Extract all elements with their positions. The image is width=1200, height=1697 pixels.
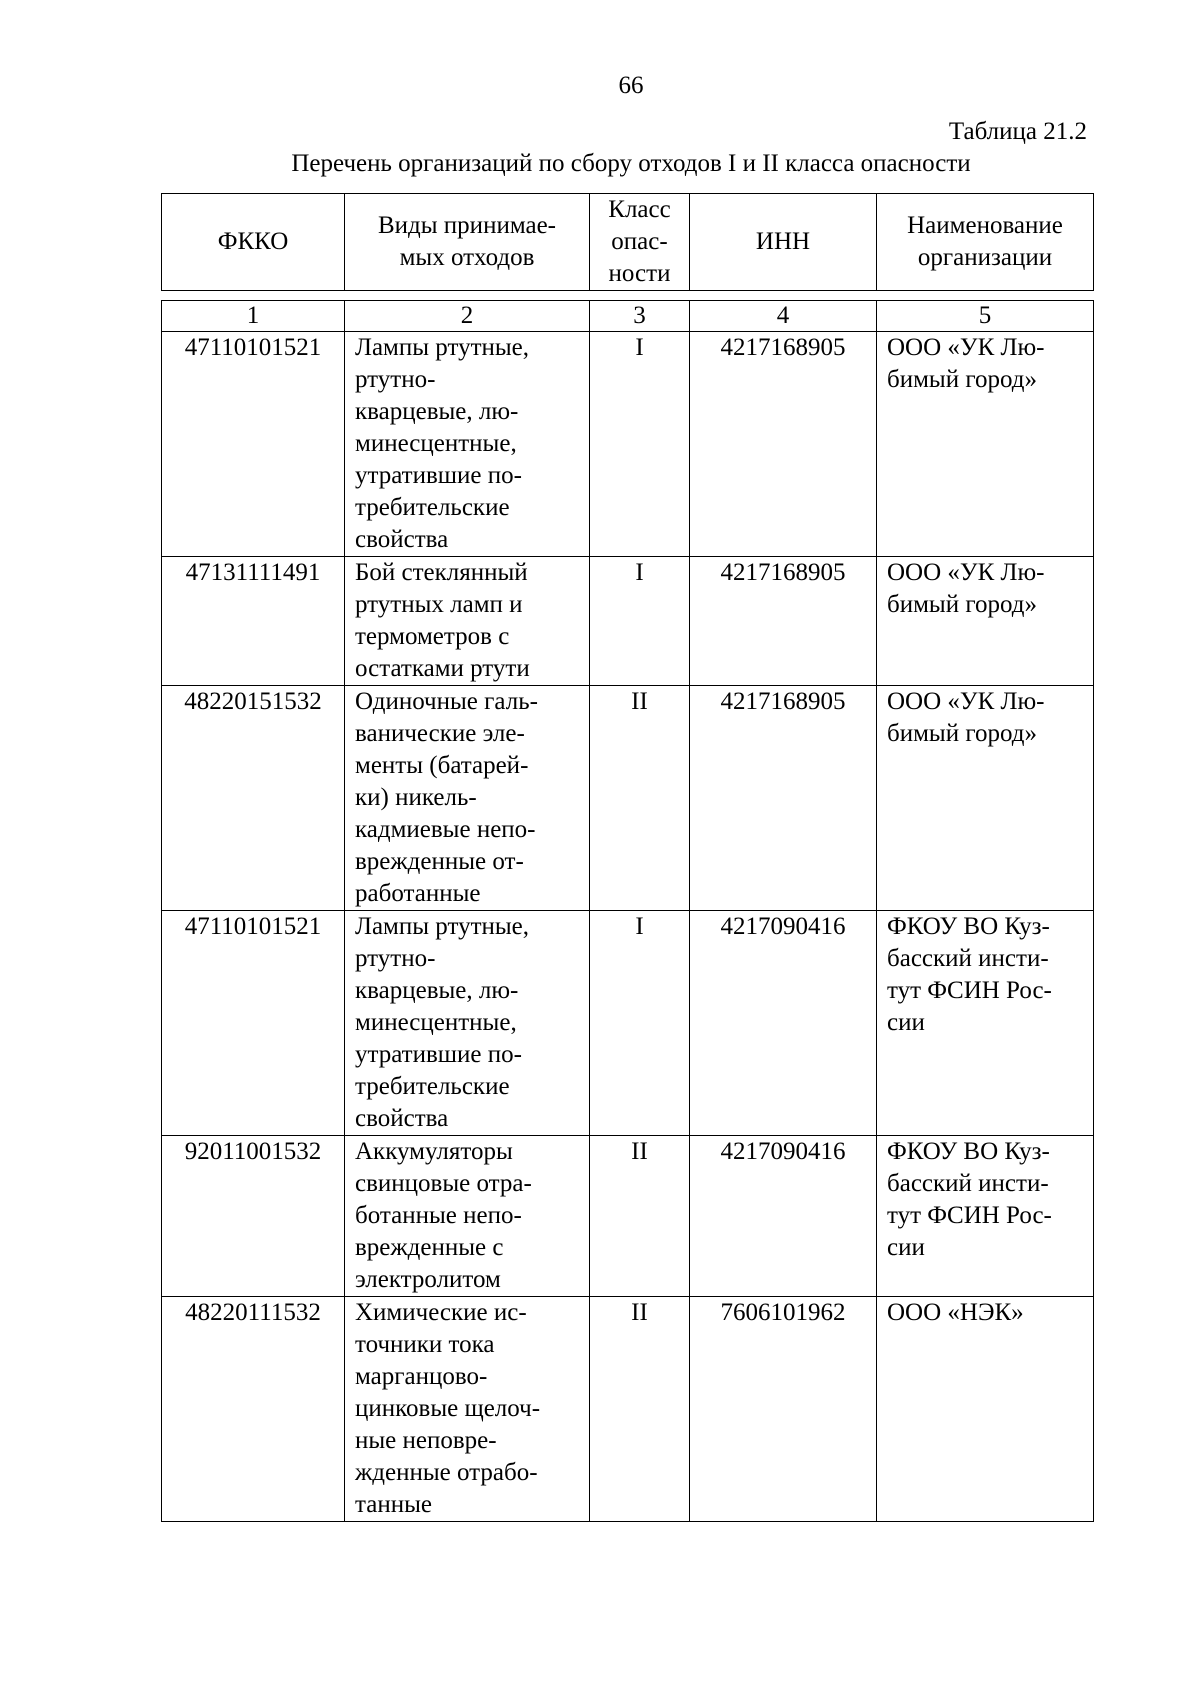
fkko-code: 47110101521 [162,332,345,557]
hazard-class: I [590,332,690,557]
inn: 4217090416 [690,911,877,1136]
header-hazard-class: Класс опас- ности [590,194,690,291]
header-fkko: ФККО [162,194,345,291]
waste-type: Лампы ртутные, ртутно- кварцевые, лю- минесцентные, утратившие по- требительские свойства [345,911,590,1136]
fkko-code: 47110101521 [162,911,345,1136]
hazard-class: II [590,1297,690,1522]
data-table [161,300,1094,1522]
fkko-code: 48220151532 [162,686,345,911]
table-row [162,1297,1094,1522]
hazard-class: I [590,911,690,1136]
waste-type: Химические ис- точники тока марганцово- цинковые щелоч- ные неповре- жденные отрабо- танные [345,1297,590,1522]
inn: 7606101962 [690,1297,877,1522]
table-row [162,332,1094,557]
header-inn: ИНН [690,194,877,291]
hazard-class: I [590,557,690,686]
inn: 4217168905 [690,686,877,911]
fkko-code: 48220111532 [162,1297,345,1522]
column-number: 2 [345,301,590,332]
column-number: 5 [877,301,1094,332]
inn: 4217168905 [690,557,877,686]
organization-name: ФКОУ ВО Куз- басский инсти- тут ФСИН Рос- сии [877,1136,1094,1297]
column-number-row [162,301,1094,332]
column-number: 3 [590,301,690,332]
waste-type: Аккумуляторы свинцовые отра- ботанные непо- врежденные с электролитом [345,1136,590,1297]
hazard-class: II [590,1136,690,1297]
page-number: 66 [618,72,644,99]
fkko-code: 47131111491 [162,557,345,686]
header-waste-types: Виды принимае- мых отходов [345,194,590,291]
column-number: 1 [162,301,345,332]
table-row [162,1136,1094,1297]
organization-name: ФКОУ ВО Куз- басский инсти- тут ФСИН Рос- сии [877,911,1094,1136]
hazard-class: II [590,686,690,911]
waste-type: Бой стеклянный ртутных ламп и термометров с остатками ртути [345,557,590,686]
table-header [161,193,1094,291]
organization-name: ООО «НЭК» [877,1297,1094,1522]
fkko-code: 92011001532 [162,1136,345,1297]
inn: 4217090416 [690,1136,877,1297]
column-number: 4 [690,301,877,332]
waste-type: Лампы ртутные, ртутно- кварцевые, лю- минесцентные, утратившие по- требительские свойства [345,332,590,557]
organization-name: ООО «УК Лю- бимый город» [877,686,1094,911]
header-org-name: Наименование организации [877,194,1094,291]
table-label: Таблица 21.2 [948,118,1087,145]
table-row [162,686,1094,911]
table-row [162,557,1094,686]
table-title: Перечень организаций по сбору отходов I и II класса опасности [291,150,971,177]
table-row [162,911,1094,1136]
header-row [162,194,1094,291]
organization-name: ООО «УК Лю- бимый город» [877,557,1094,686]
inn: 4217168905 [690,332,877,557]
organization-name: ООО «УК Лю- бимый город» [877,332,1094,557]
waste-type: Одиночные галь- ванические эле- менты (батарей- ки) никель- кадмиевые непо- врежденные от- работанные [345,686,590,911]
